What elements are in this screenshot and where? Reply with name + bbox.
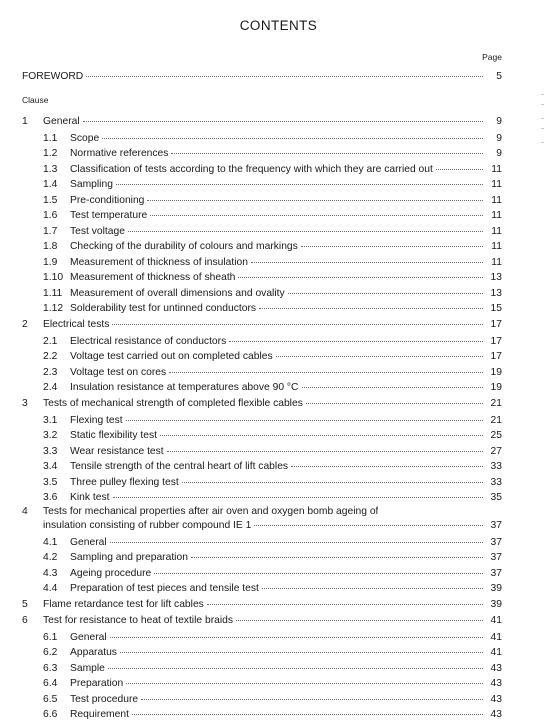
dot-leader xyxy=(191,557,483,558)
toc-entry-subsection[interactable] xyxy=(43,179,502,191)
margin-speck xyxy=(541,142,544,143)
margin-speck xyxy=(541,128,544,129)
toc-entry-subsection[interactable] xyxy=(43,568,502,580)
dot-leader xyxy=(128,231,483,232)
dot-leader xyxy=(182,482,483,483)
toc-number: 1.1 xyxy=(43,133,58,144)
toc-label: Normative references xyxy=(70,148,169,159)
toc-number: 6.4 xyxy=(43,678,58,689)
toc-page: 37 xyxy=(490,568,502,579)
toc-number: 1.2 xyxy=(43,148,58,159)
toc-number: 3.3 xyxy=(43,446,58,457)
toc-label: Sampling xyxy=(70,179,113,190)
toc-number: 4.3 xyxy=(43,568,58,579)
toc-label: Sampling and preparation xyxy=(70,552,188,563)
toc-page: 9 xyxy=(496,133,502,144)
toc-entry-subsection[interactable] xyxy=(43,303,502,315)
toc-label: Checking of the durability of colours and markings xyxy=(70,241,298,252)
dot-leader xyxy=(262,588,483,589)
toc-entry-subsection[interactable] xyxy=(43,226,502,238)
toc-page: 39 xyxy=(490,583,502,594)
toc-page: 13 xyxy=(490,288,502,299)
dot-leader xyxy=(171,153,483,154)
toc-number: 5 xyxy=(22,599,28,610)
toc-entry-subsection[interactable] xyxy=(43,477,502,489)
toc-entry-subsection[interactable] xyxy=(43,367,502,379)
toc-label: General xyxy=(70,632,107,643)
toc-entry-subsection[interactable] xyxy=(43,257,502,269)
toc-number: 1.10 xyxy=(43,272,64,283)
toc-page: 11 xyxy=(491,195,502,206)
toc-entry-section[interactable] xyxy=(22,599,502,611)
toc-number: 1.5 xyxy=(43,195,58,206)
toc-number: 3.4 xyxy=(43,461,58,472)
toc-label: Apparatus xyxy=(70,647,117,658)
dot-leader xyxy=(306,403,483,404)
dot-leader xyxy=(259,308,483,309)
toc-number: 6.6 xyxy=(43,709,58,720)
dot-leader xyxy=(302,387,484,388)
toc-entry-subsection[interactable] xyxy=(43,663,502,675)
toc-label: Test voltage xyxy=(70,226,125,237)
dot-leader xyxy=(113,497,484,498)
toc-number: 1 xyxy=(22,116,28,127)
toc-number: 3 xyxy=(22,398,28,409)
toc-page: 11 xyxy=(491,164,502,175)
toc-page: 37 xyxy=(490,537,502,548)
toc-label: insulation consisting of rubber compound IE 1 xyxy=(43,520,252,531)
toc-entry-subsection[interactable] xyxy=(43,415,502,427)
toc-number: 1.9 xyxy=(43,257,58,268)
page-column-header: Page xyxy=(482,52,502,62)
dot-leader xyxy=(83,121,483,122)
toc-entry-subsection[interactable] xyxy=(43,678,502,690)
toc-label: Electrical resistance of conductors xyxy=(70,336,227,347)
toc-number: 3.6 xyxy=(43,492,58,503)
toc-number: 3.2 xyxy=(43,430,58,441)
toc-number: 1.11 xyxy=(43,288,63,299)
toc-label: Voltage test on cores xyxy=(70,367,167,378)
toc-label: Voltage test carried out on completed cables xyxy=(70,351,273,362)
toc-label: Kink test xyxy=(70,492,110,503)
dot-leader xyxy=(154,573,483,574)
toc-page: 11 xyxy=(491,241,502,252)
toc-entry-subsection[interactable] xyxy=(43,241,502,253)
toc-number: 1.7 xyxy=(43,226,58,237)
toc-number: 1.12 xyxy=(43,303,64,314)
dot-leader xyxy=(291,466,483,467)
dot-leader xyxy=(126,683,483,684)
toc-entry-subsection[interactable] xyxy=(43,195,502,207)
toc-label: General xyxy=(70,537,107,548)
toc-entry-subsection[interactable] xyxy=(43,336,502,348)
toc-page: 41 xyxy=(490,615,502,626)
margin-speck xyxy=(541,94,544,95)
toc-number: 6.2 xyxy=(43,647,58,658)
toc-label: Flame retardance test for lift cables xyxy=(43,599,204,610)
toc-page: 17 xyxy=(490,351,502,362)
toc-entry-subsection[interactable] xyxy=(43,647,502,659)
toc-number: 6 xyxy=(22,615,28,626)
toc-entry-section-line2[interactable] xyxy=(43,520,502,532)
toc-entry-section[interactable] xyxy=(22,398,502,410)
toc-page: 41 xyxy=(490,632,502,643)
toc-label: Tensile strength of the central heart of lift cables xyxy=(70,461,289,472)
toc-page: 11 xyxy=(491,226,502,237)
toc-number: 6.3 xyxy=(43,663,58,674)
toc-page: 25 xyxy=(490,430,502,441)
dot-leader xyxy=(160,435,483,436)
dot-leader xyxy=(141,699,483,700)
dot-leader xyxy=(150,215,483,216)
dot-leader xyxy=(301,246,483,247)
toc-number: 1.8 xyxy=(43,241,58,252)
toc-number: 2 xyxy=(22,319,28,330)
toc-entry-subsection[interactable] xyxy=(43,210,502,222)
toc-entry-subsection[interactable] xyxy=(43,552,502,564)
toc-page: 21 xyxy=(490,398,502,409)
toc-page: 37 xyxy=(490,520,502,531)
toc-entry-section[interactable] xyxy=(22,319,502,331)
dot-leader xyxy=(108,668,483,669)
dot-leader xyxy=(229,341,483,342)
toc-page: 5 xyxy=(496,71,502,82)
toc-entry-subsection[interactable] xyxy=(43,148,502,160)
toc-page: 17 xyxy=(490,336,502,347)
toc-page: 15 xyxy=(490,303,502,314)
toc-number: 2.2 xyxy=(43,351,58,362)
toc-label: Electrical tests xyxy=(43,319,110,330)
toc-entry-subsection[interactable] xyxy=(43,583,502,595)
toc-number: 4.4 xyxy=(43,583,58,594)
toc-label: Flexing test xyxy=(70,415,123,426)
toc-label: Pre-conditioning xyxy=(70,195,145,206)
toc-page: 27 xyxy=(490,446,502,457)
margin-speck xyxy=(541,118,544,119)
dot-leader xyxy=(238,277,483,278)
toc-label: Tests of mechanical strength of completed flexible cables xyxy=(43,398,303,409)
toc-entry-subsection[interactable] xyxy=(43,632,502,644)
dot-leader xyxy=(126,420,483,421)
dot-leader xyxy=(120,652,483,653)
dot-leader xyxy=(86,76,483,77)
toc-page: 11 xyxy=(491,179,502,190)
toc-label-line1: Tests for mechanical properties after air oven and oxygen bomb ageing of xyxy=(43,506,379,517)
toc-page: 19 xyxy=(490,382,502,393)
dot-leader xyxy=(288,293,483,294)
toc-label: Preparation xyxy=(70,678,124,689)
toc-label: Measurement of thickness of sheath xyxy=(70,272,236,283)
dot-leader xyxy=(110,542,483,543)
toc-label: Three pulley flexing test xyxy=(70,477,179,488)
toc-label: Insulation resistance at temperatures above 90 °C xyxy=(70,382,299,393)
dot-leader xyxy=(167,451,483,452)
toc-number: 6.1 xyxy=(43,632,58,643)
dot-leader xyxy=(207,604,483,605)
toc-label: Wear resistance test xyxy=(70,446,164,457)
toc-number: 4 xyxy=(22,506,28,517)
clause-column-header: Clause xyxy=(22,95,49,105)
toc-entry-subsection[interactable] xyxy=(43,272,502,284)
margin-speck xyxy=(541,104,544,105)
dot-leader xyxy=(147,200,483,201)
toc-label: Classification of tests according to the frequency with which they are carried out xyxy=(70,164,433,175)
toc-number: 1.3 xyxy=(43,164,58,175)
toc-page: 33 xyxy=(490,477,502,488)
toc-entry-subsection[interactable] xyxy=(43,537,502,549)
toc-number: 3.1 xyxy=(43,415,58,426)
toc-entry-subsection[interactable] xyxy=(43,164,502,176)
toc-label: Static flexibility test xyxy=(70,430,157,441)
toc-entry-subsection[interactable] xyxy=(43,288,502,300)
toc-number: 2.1 xyxy=(43,336,58,347)
toc-page: 17 xyxy=(490,319,502,330)
toc-entry-subsection[interactable] xyxy=(43,694,502,706)
toc-page: 9 xyxy=(496,148,502,159)
toc-label: Test temperature xyxy=(70,210,148,221)
dot-leader xyxy=(132,714,483,715)
toc-page: 21 xyxy=(490,415,502,426)
toc-entry-section[interactable] xyxy=(22,116,502,128)
toc-page: 43 xyxy=(490,678,502,689)
toc-label: Sample xyxy=(70,663,105,674)
toc-label: General xyxy=(43,116,80,127)
toc-number: 1.4 xyxy=(43,179,58,190)
toc-page: 11 xyxy=(491,210,502,221)
toc-label: Requirement xyxy=(70,709,129,720)
dot-leader xyxy=(276,356,483,357)
dot-leader xyxy=(116,184,483,185)
toc-entry-subsection[interactable] xyxy=(43,430,502,442)
dot-leader xyxy=(436,169,483,170)
toc-label: Preparation of test pieces and tensile test xyxy=(70,583,259,594)
toc-number: 3.5 xyxy=(43,477,58,488)
page-title: CONTENTS xyxy=(239,18,318,33)
toc-page: 43 xyxy=(490,694,502,705)
toc-page: 35 xyxy=(490,492,502,503)
toc-label: FOREWORD xyxy=(22,71,84,82)
toc-entry-foreword[interactable] xyxy=(22,71,502,83)
dot-leader xyxy=(110,637,483,638)
toc-number: 4.2 xyxy=(43,552,58,563)
toc-page: 11 xyxy=(491,257,502,268)
toc-page: 13 xyxy=(490,272,502,283)
toc-number: 6.5 xyxy=(43,694,58,705)
dot-leader xyxy=(236,620,483,621)
toc-label: Measurement of thickness of insulation xyxy=(70,257,248,268)
toc-label: Measurement of overall dimensions and ovality xyxy=(70,288,285,299)
toc-entry-subsection[interactable] xyxy=(43,446,502,458)
toc-label: Ageing procedure xyxy=(70,568,152,579)
dot-leader xyxy=(254,525,483,526)
toc-page: 39 xyxy=(490,599,502,610)
toc-page: 33 xyxy=(490,461,502,472)
toc-number: 2.4 xyxy=(43,382,58,393)
toc-page: 19 xyxy=(490,367,502,378)
toc-entry-subsection[interactable] xyxy=(43,382,502,394)
toc-label: Test procedure xyxy=(70,694,139,705)
toc-entry-subsection[interactable] xyxy=(43,492,502,504)
toc-entry-subsection[interactable] xyxy=(43,709,502,721)
toc-page: 41 xyxy=(490,647,502,658)
toc-page: 37 xyxy=(490,552,502,563)
toc-entry-section[interactable] xyxy=(22,615,502,627)
toc-label: Scope xyxy=(70,133,100,144)
toc-number: 2.3 xyxy=(43,367,58,378)
toc-label: Test for resistance to heat of textile braids xyxy=(43,615,234,626)
toc-page: 9 xyxy=(496,116,502,127)
toc-entry-section-line1[interactable] xyxy=(22,506,502,518)
toc-page: 43 xyxy=(490,709,502,720)
toc-entry-subsection[interactable] xyxy=(43,461,502,473)
toc-entry-subsection[interactable] xyxy=(43,351,502,363)
dot-leader xyxy=(102,138,483,139)
toc-entry-subsection[interactable] xyxy=(43,133,502,145)
toc-page: 43 xyxy=(490,663,502,674)
dot-leader xyxy=(251,262,483,263)
toc-number: 1.6 xyxy=(43,210,58,221)
toc-number: 4.1 xyxy=(43,537,58,548)
dot-leader xyxy=(112,324,483,325)
toc-label: Solderability test for untinned conductors xyxy=(70,303,257,314)
dot-leader xyxy=(169,372,483,373)
